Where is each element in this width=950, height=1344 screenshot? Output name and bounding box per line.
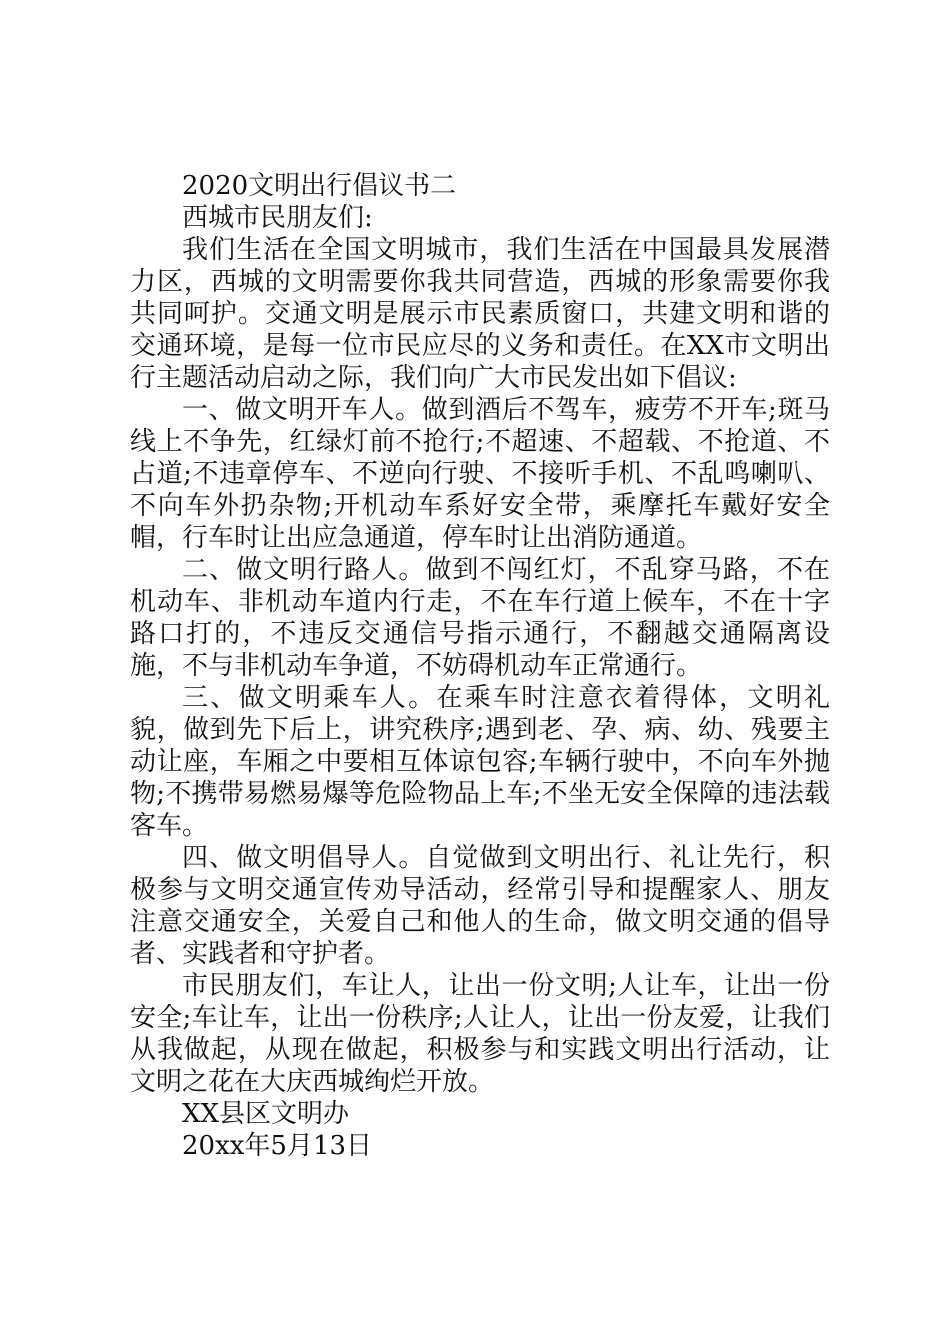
paragraph-closing: 市民朋友们，车让人，让出一份文明;人让车，让出一份安全;车让车，让出一份秩序;人让人，让出一份友爱，让我们从我做起，从现在做起，积极参与和实践文明出行活动，让文明之花在大庆西城绚烂开放。: [130, 971, 830, 1097]
paragraph-intro: 我们生活在全国文明城市，我们生活在中国最具发展潜力区，西城的文明需要你我共同营造，西城的形象需要你我共同呵护。交通文明是展示市民素质窗口，共建文明和谐的交通环境，是每一位市民应尽的义务和责任。在XX市文明出行主题活动启动之际，我们向广大市民发出如下倡议:: [130, 235, 830, 393]
paragraph-advocate: 四、做文明倡导人。自觉做到文明出行、礼让先行，积极参与文明交通宣传劝导活动，经常引导和提醒家人、朋友注意交通安全，关爱自己和他人的生命，做文明交通的倡导者、实践者和守护者。: [130, 843, 830, 969]
signature: XX县区文明办: [182, 1099, 350, 1129]
paragraph-pedestrian: 二、做文明行路人。做到不闯红灯，不乱穿马路，不在机动车、非机动车道内行走，不在车行道上候车，不在十字路口打的，不违反交通信号指示通行，不翻越交通隔离设施，不与非机动车争道，不妨碍机动车正常通行。: [130, 555, 830, 681]
paragraph-driver: 一、做文明开车人。做到酒后不驾车，疲劳不开车;斑马线上不争先，红绿灯前不抢行;不超速、不超载、不抢道、不占道;不违章停车、不逆向行驶、不接听手机、不乱鸣喇叭、不向车外扔杂物;开机动车系好安全带，乘摩托车戴好安全帽，行车时让出应急通道，停车时让出消防通道。: [130, 395, 830, 553]
document-title: 2020文明出行倡议书二: [182, 171, 457, 201]
salutation: 西城市民朋友们:: [182, 203, 373, 233]
document-page: [130, 170, 830, 1162]
date: 20xx年5月13日: [182, 1131, 373, 1161]
paragraph-passenger: 三、做文明乘车人。在乘车时注意衣着得体，文明礼貌，做到先下后上，讲究秩序;遇到老、孕、病、幼、残要主动让座，车厢之中要相互体谅包容;车辆行驶中，不向车外抛物;不携带易燃易爆等危险物品上车;不坐无安全保障的违法载客车。: [130, 683, 830, 841]
